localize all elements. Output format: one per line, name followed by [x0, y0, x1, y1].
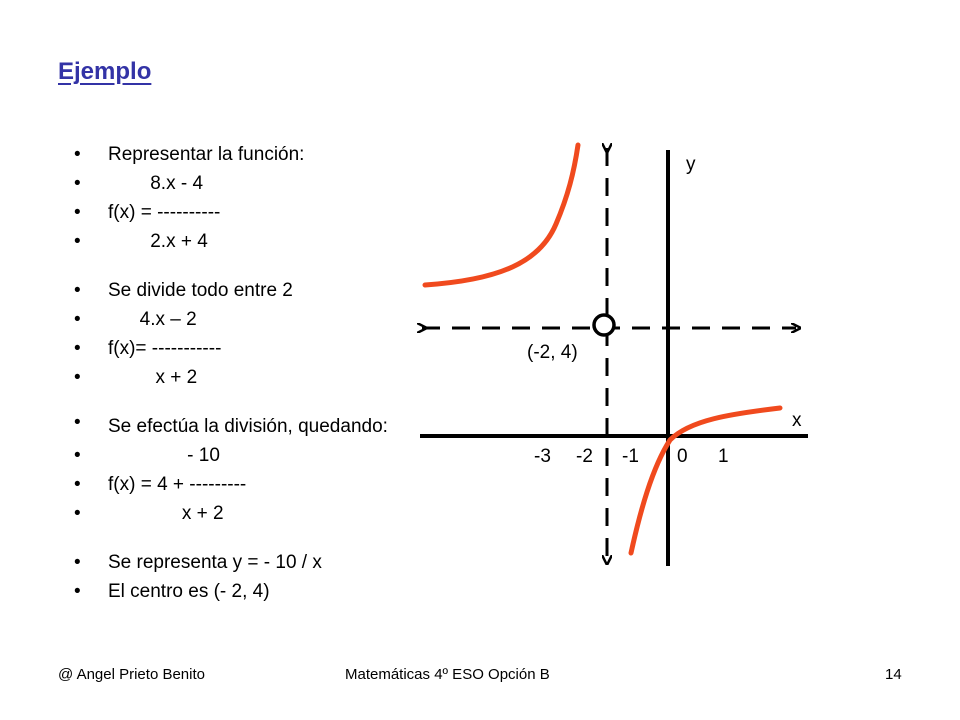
hyperbola-upper-left-branch	[425, 145, 578, 285]
bullet-item: • El centro es (- 2, 4)	[74, 577, 404, 606]
tick-label: 0	[677, 446, 688, 467]
bullet-item: • Se divide todo entre 2	[74, 276, 404, 305]
bullet-item: • Representar la función:	[74, 140, 404, 169]
y-axis-label: y	[686, 154, 696, 175]
bullet-item: • f(x) = 4 + ---------	[74, 470, 404, 499]
center-point	[594, 315, 614, 335]
tick-label: -1	[622, 446, 639, 467]
bullet-item: • Se efectúa la división, quedando:	[74, 412, 404, 441]
x-axis-label: x	[792, 410, 802, 431]
bullet-item: • f(x)= -----------	[74, 334, 404, 363]
bullet-item: • x + 2	[74, 363, 404, 392]
bullet-item: • 4.x – 2	[74, 305, 404, 334]
bullet-item: • Se representa y = - 10 / x	[74, 548, 404, 577]
tick-label: -3	[534, 446, 551, 467]
bullet-item: • - 10	[74, 441, 404, 470]
footer-page-number: 14	[885, 666, 902, 683]
slide-title: Ejemplo	[58, 58, 152, 85]
footer-course: Matemáticas 4º ESO Opción B	[345, 666, 550, 683]
bullet-item: • 8.x - 4	[74, 169, 404, 198]
footer-author: @ Angel Prieto Benito	[58, 666, 205, 683]
hyperbola-lower-right-branch	[631, 408, 780, 553]
bullet-item: • x + 2	[74, 499, 404, 528]
bullet-item: • f(x) = ----------	[74, 198, 404, 227]
tick-label: 1	[718, 446, 729, 467]
bullet-item: • 2.x + 4	[74, 227, 404, 256]
point-label: (-2, 4)	[527, 342, 578, 363]
tick-label: -2	[576, 446, 593, 467]
